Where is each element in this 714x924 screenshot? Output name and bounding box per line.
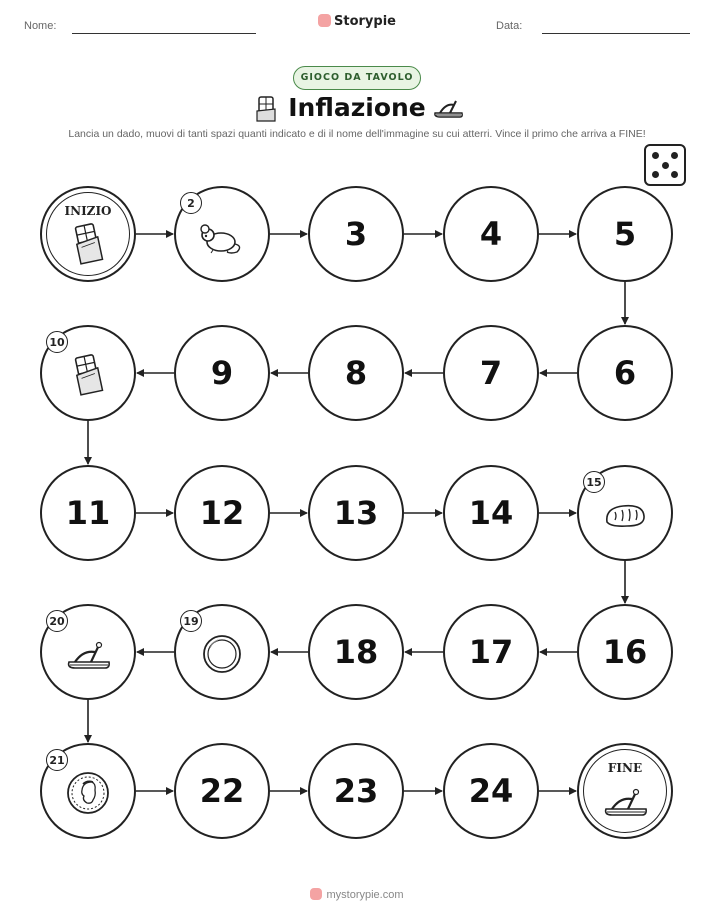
space-number: 16 <box>602 633 648 671</box>
board-space-23 <box>308 743 404 839</box>
board-space-9 <box>174 325 270 421</box>
space-number: 22 <box>199 772 245 810</box>
space-number-badge: 19 <box>180 610 202 632</box>
game-type-badge: GIOCO DA TAVOLO <box>293 66 421 90</box>
mouse-icon <box>197 220 247 261</box>
storypie-mascot-icon <box>310 888 322 900</box>
instructions: Lancia un dado, muovi di tanti spazi quanti indicato e di il nome dell'immagine su cui atterri. Vince il primo che arriva a FINE! <box>68 128 646 140</box>
board-space-14 <box>443 465 539 561</box>
brand-name: Storypie <box>334 14 396 29</box>
space-number: 6 <box>613 354 637 392</box>
footer-site: mystorypie.com <box>326 889 404 901</box>
space-number: 18 <box>333 633 379 671</box>
space-number-badge: 10 <box>46 331 68 353</box>
space-number: 11 <box>65 494 111 532</box>
board-space-4 <box>443 186 539 282</box>
space-number: 23 <box>333 772 379 810</box>
board-space-17 <box>443 604 539 700</box>
roman-coin-icon <box>65 770 111 821</box>
page-title: Inflazione <box>288 93 426 122</box>
space-number: 7 <box>479 354 503 392</box>
board-space-12 <box>174 465 270 561</box>
sandal-icon <box>602 787 648 824</box>
space-number: 13 <box>333 494 379 532</box>
chocolate-bar-icon <box>71 353 105 402</box>
chocolate-bar-icon <box>71 222 105 271</box>
space-number: 14 <box>468 494 514 532</box>
board-space-22 <box>174 743 270 839</box>
board-space-19 <box>174 604 270 700</box>
name-label: Nome: <box>24 20 57 32</box>
space-number: 4 <box>479 215 503 253</box>
footer <box>0 888 714 901</box>
board-space-16 <box>577 604 673 700</box>
sandal-icon <box>65 640 111 677</box>
board-space-7 <box>443 325 539 421</box>
bread-icon <box>603 500 647 535</box>
board-space-18 <box>308 604 404 700</box>
board-space-21 <box>40 743 136 839</box>
space-number: 12 <box>199 494 245 532</box>
start-label: INIZIO <box>64 204 112 218</box>
board-space-15 <box>577 465 673 561</box>
space-number-badge: 2 <box>180 192 202 214</box>
finish-label: FINE <box>607 761 643 775</box>
coin-icon <box>200 632 244 681</box>
space-number: 8 <box>344 354 368 392</box>
space-number-badge: 15 <box>583 471 605 493</box>
space-number: 3 <box>344 215 368 253</box>
finish-space <box>577 743 673 839</box>
space-number: 5 <box>613 215 637 253</box>
space-number-badge: 21 <box>46 749 68 771</box>
board-space-13 <box>308 465 404 561</box>
board-space-3 <box>308 186 404 282</box>
board-space-8 <box>308 325 404 421</box>
space-number: 24 <box>468 772 514 810</box>
board-space-10 <box>40 325 136 421</box>
board-space-20 <box>40 604 136 700</box>
space-number-badge: 20 <box>46 610 68 632</box>
space-number: 9 <box>210 354 234 392</box>
start-space <box>40 186 136 282</box>
board-space-11 <box>40 465 136 561</box>
space-number: 17 <box>468 633 514 671</box>
board-space-6 <box>577 325 673 421</box>
date-label: Data: <box>496 20 523 32</box>
board-space-24 <box>443 743 539 839</box>
board-space-5 <box>577 186 673 282</box>
board-space-2 <box>174 186 270 282</box>
